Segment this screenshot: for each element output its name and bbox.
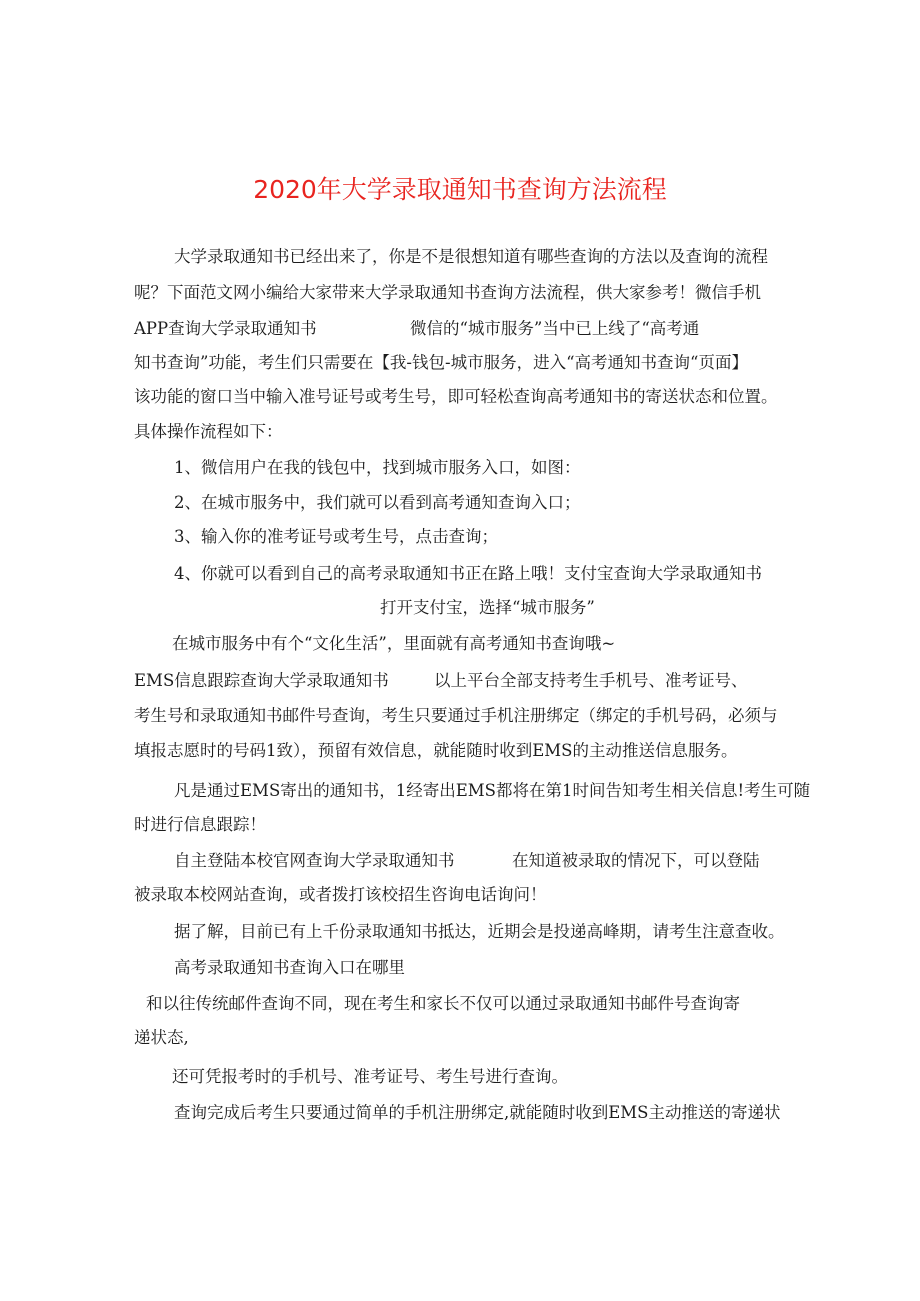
paragraph-line: 呢？下面范文网小编给大家带来大学录取通知书查询方法流程，供大家参考！微信手机	[134, 283, 761, 302]
paragraph-line: 被录取本校网站查询，或者拨打该校招生咨询电话询问！	[134, 885, 547, 904]
paragraph-line: 高考录取通知书查询入口在哪里	[174, 958, 405, 977]
paragraph-line: 大学录取通知书已经出来了，你是不是很想知道有哪些查询的方法以及查询的流程	[174, 247, 768, 266]
paragraph-line: 据了解，目前已有上千份录取通知书抵达，近期会是投递高峰期，请考生注意查收。	[174, 922, 785, 941]
paragraph-line: APP查询大学录取通知书	[134, 319, 317, 338]
paragraph-line: 微信的“城市服务”当中已上线了“高考通	[410, 319, 700, 338]
paragraph-line: 该功能的窗口当中输入准号证号或考生号，即可轻松查询高考通知书的寄送状态和位置。	[134, 387, 778, 406]
paragraph-line: 查询完成后考生只要通过简单的手机注册绑定,就能随时收到EMS主动推送的寄递状	[174, 1103, 781, 1122]
list-item: 2、在城市服务中，我们就可以看到高考通知查询入口；	[174, 493, 581, 512]
list-item: 4、你就可以看到自己的高考录取通知书正在路上哦！支付宝查询大学录取通知书	[174, 564, 762, 583]
paragraph-line: 自主登陆本校官网查询大学录取通知书	[174, 851, 455, 870]
paragraph-line: 凡是通过EMS寄出的通知书，1经寄出EMS都将在第1时间告知考生相关信息!考生可随	[174, 781, 811, 800]
page-title: 2020年大学录取通知书查询方法流程	[253, 175, 667, 204]
paragraph-line: 考生号和录取通知书邮件号查询，考生只要通过手机注册绑定（绑定的手机号码，必须与	[134, 706, 778, 725]
paragraph-line: 递状态,	[134, 1028, 189, 1047]
list-item: 3、输入你的准考证号或考生号，点击查询；	[174, 527, 498, 546]
paragraph-line: 知书查询”功能，考生们只需要在【我-钱包-城市服务，进入“高考通知书查询“页面】	[134, 353, 748, 372]
paragraph-line: 在城市服务中有个“文化生活”，里面就有高考通知书查询哦~	[172, 634, 616, 653]
list-item: 1、微信用户在我的钱包中，找到城市服务入口，如图：	[174, 458, 581, 477]
paragraph-line: 具体操作流程如下：	[134, 422, 283, 441]
paragraph-line: 还可凭报考时的手机号、准考证号、考生号进行查询。	[172, 1067, 568, 1086]
paragraph-line: 填报志愿时的号码1致），预留有效信息，就能随时收到EMS的主动推送信息服务。	[134, 741, 738, 760]
paragraph-line: 时进行信息跟踪！	[134, 815, 266, 834]
paragraph-line: 以上平台全部支持考生手机号、准考证号、	[434, 671, 748, 690]
paragraph-line: EMS信息跟踪查询大学录取通知书	[134, 671, 389, 690]
paragraph-line: 在知道被录取的情况下，可以登陆	[512, 851, 760, 870]
paragraph-line: 和以往传统邮件查询不同，现在考生和家长不仅可以通过录取通知书邮件号查询寄	[146, 994, 740, 1013]
paragraph-line: 打开支付宝，选择“城市服务”	[380, 598, 595, 617]
